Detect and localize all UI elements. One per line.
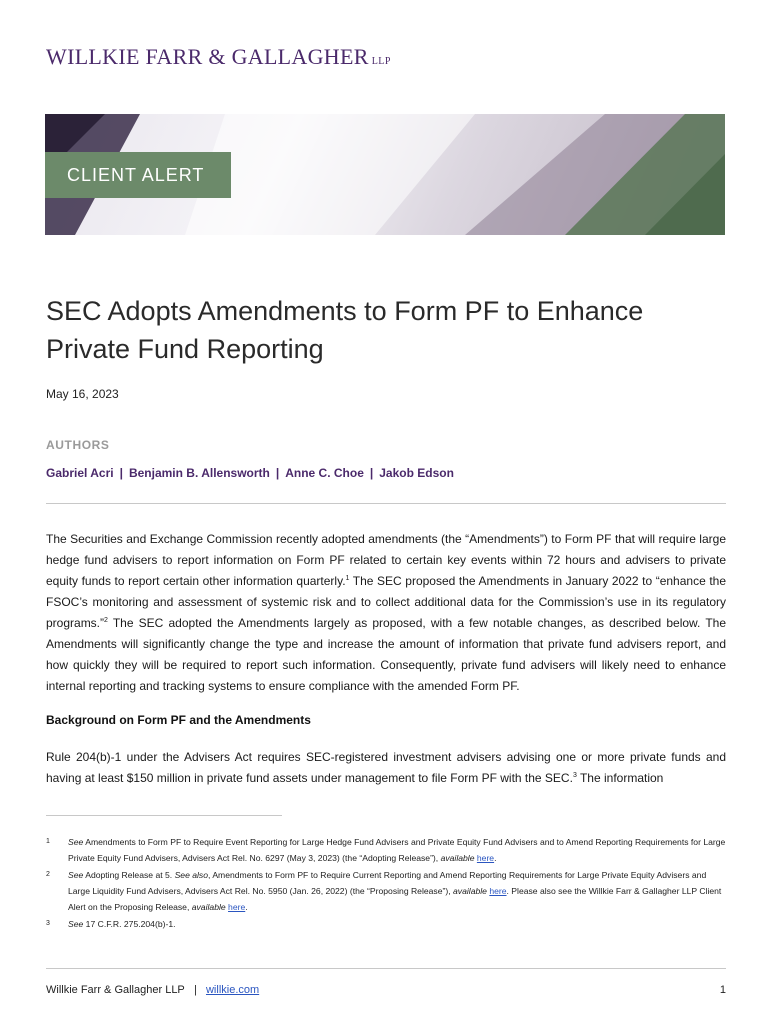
author-link[interactable]: Jakob Edson [379, 466, 454, 480]
author-separator: | [369, 466, 374, 480]
authors-divider [46, 503, 726, 504]
authors-list [46, 466, 454, 480]
footnote-body: . Please also see the Willkie Farr & Gallagher LLP Client Alert on the Proposing Release, [68, 886, 722, 912]
author-separator: | [119, 466, 123, 480]
footnote-see: See [68, 837, 84, 847]
author-link[interactable]: Benjamin B. Allensworth [128, 466, 270, 480]
footnote-tail: . [494, 853, 497, 863]
footnote-body: 17 C.F.R. 275.204(b)-1. [83, 919, 176, 929]
background-text-2: The information [576, 771, 664, 785]
article-date: May 16, 2023 [46, 387, 119, 401]
footnote-available: available [453, 886, 487, 896]
firm-logo [46, 44, 391, 70]
footnote-divider [46, 815, 282, 816]
background-text-1: Rule 204(b)-1 under the Advisers Act requires SEC-registered investment advisers advising one or more private funds and having at least $150 million in private fund assets under management to file Form PF with the SEC. [46, 750, 726, 785]
footnote-link[interactable]: here [476, 853, 495, 863]
footer-website-link[interactable]: willkie.com [205, 984, 260, 996]
footer-divider [46, 968, 726, 969]
logo-suffix: LLP [371, 56, 391, 67]
footnote-1 [46, 834, 726, 866]
footnote-see-also: See also [174, 870, 209, 880]
section-heading: Background on Form PF and the Amendments [46, 713, 311, 727]
client-alert-banner [45, 114, 725, 235]
author-link[interactable]: Gabriel Acri [46, 466, 114, 480]
footnote-body: , Amendments to Form PF to Require Current Reporting and Amend Reporting Requirements for Large Private Equity Advisers and Large Liquidity Fund Advisers, Advisers Act Rel. No. 5950 (Jan. 26, 2022) (the “Proposing Release”), [68, 870, 707, 896]
footnote-tail: . [245, 902, 248, 912]
footer-separator: | [193, 984, 197, 996]
page-number: 1 [719, 984, 726, 996]
footnote-number: 3 [46, 920, 50, 927]
footnote-text [68, 834, 726, 866]
footnote-3 [46, 916, 726, 932]
footnote-body: Amendments to Form PF to Require Event Reporting for Large Hedge Fund Advisers and Private Equity Fund Advisers and to Amend Reporting Requirements for Large Private Equity Fund Advisers, Advisers Act Rel. No. 6297 (May 3, 2023) (the “Adopting Release”), [68, 837, 726, 863]
footnotes [46, 834, 726, 933]
footnote-body: Adopting Release at 5. [83, 870, 175, 880]
footnote-available: available [440, 853, 475, 863]
footnote-ref-1: 1 [345, 575, 350, 582]
footnote-number: 1 [46, 838, 50, 845]
footer-left [46, 984, 259, 996]
footnote-link[interactable]: here [489, 886, 507, 896]
footnote-ref-3: 3 [572, 772, 577, 779]
footnote-link[interactable]: here [228, 902, 246, 912]
author-separator: | [275, 466, 280, 480]
footnote-available: available [191, 902, 226, 912]
footer-firm: Willkie Farr & Gallagher LLP [46, 984, 185, 996]
intro-text-3: The SEC adopted the Amendments largely as proposed, with a few notable changes, as described below. The Amendments will significantly change the type and increase the amount of information that private fund advisers report, and how quickly they will be required to report such information. Consequently, private fund advisers will likely need to enhance internal reporting and tracking systems to ensure compliance with the amended Form PF. [46, 616, 726, 693]
client-alert-label: CLIENT ALERT [45, 152, 231, 198]
intro-text-1: The Securities and Exchange Commission recently adopted amendments (the “Amendments”) to Form PF that will require large hedge fund advisers to report information on Form PF related to certain key events within 72 hours and advisers to private equity funds to report certain other information quarterly. [46, 532, 726, 588]
page-footer [46, 984, 726, 996]
intro-text-2: The SEC proposed the Amendments in January 2022 to “enhance the FSOC’s monitoring and assessment of systemic risk and to collect additional data for the Commission’s use in its regulatory programs.” [46, 574, 726, 630]
intro-paragraph [46, 529, 726, 697]
footnote-2 [46, 867, 726, 915]
logo-text: WILLKIE FARR & GALLAGHER [46, 44, 369, 69]
authors-heading: AUTHORS [46, 438, 110, 452]
author-link[interactable]: Anne C. Choe [285, 466, 364, 480]
footnote-number: 2 [46, 871, 50, 878]
background-paragraph [46, 747, 726, 789]
article-title: SEC Adopts Amendments to Form PF to Enhance Private Fund Reporting [46, 296, 644, 364]
footnote-see: See [68, 870, 84, 880]
footnote-ref-2: 2 [104, 617, 108, 624]
footnote-text [68, 916, 726, 932]
footnote-see: See [68, 919, 84, 929]
footnote-text [68, 867, 726, 915]
